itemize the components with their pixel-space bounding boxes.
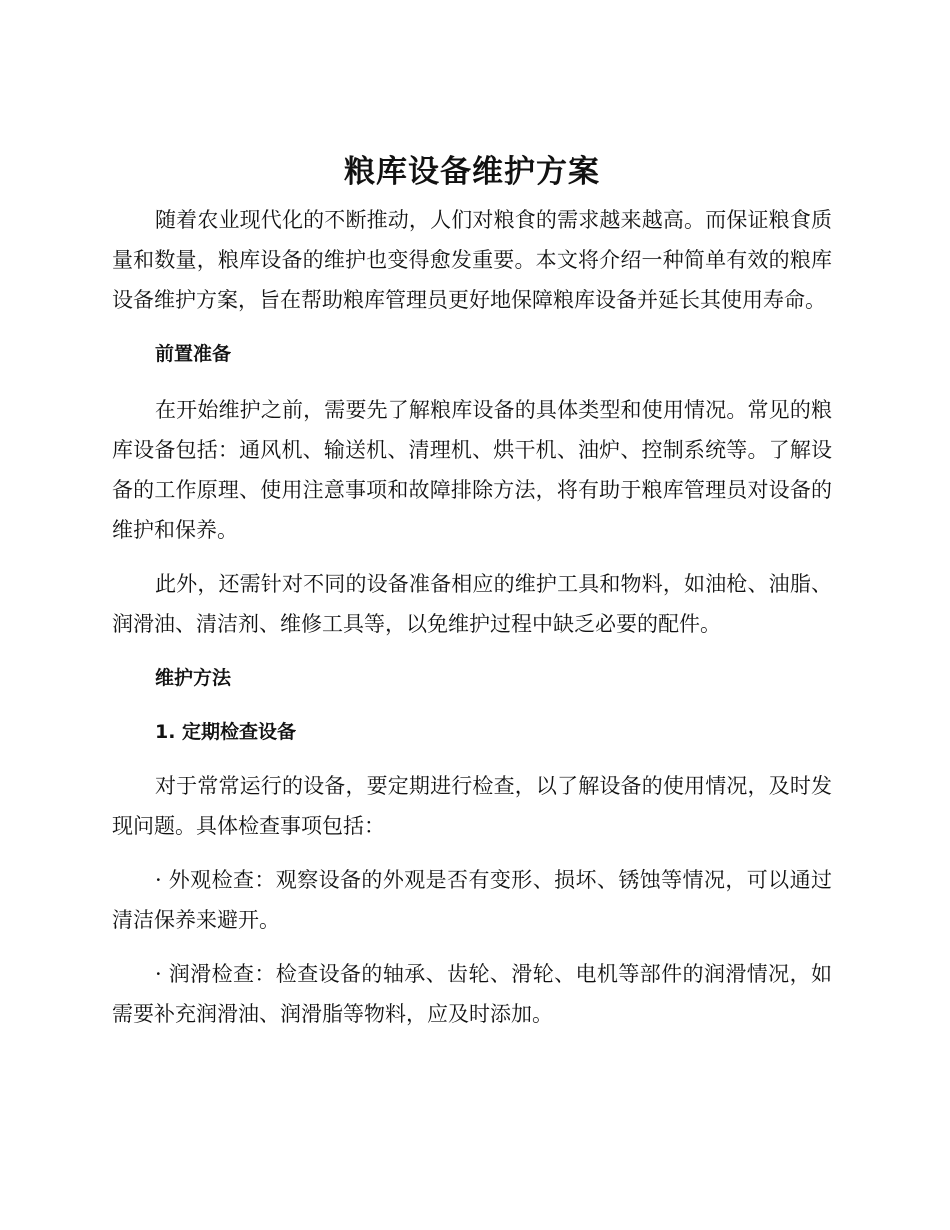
document-title: 粮库设备维护方案 [344,154,600,190]
section-heading-prep: 前置准备 [155,343,232,365]
document-body [112,150,832,1034]
intro-paragraph: 随着农业现代化的不断推动，人们对粮食的需求越来越高。而保证粮食质量和数量，粮库设备的维护也变得愈发重要。本文将介绍一种简单有效的粮库设备维护方案，旨在帮助粮库管理员更好地保障粮库设备并延长其使用寿命。 [112,208,832,312]
subsection-heading-inspection: 1. 定期检查设备 [155,721,297,743]
prep-paragraph-2: 此外，还需针对不同的设备准备相应的维护工具和物料，如油枪、油脂、润滑油、清洁剂、维修工具等，以免维护过程中缺乏必要的配件。 [112,572,832,636]
method-paragraph-1: 对于常常运行的设备，要定期进行检查，以了解设备的使用情况，及时发现问题。具体检查事项包括： [112,774,832,838]
bullet-appearance-check: · 外观检查：观察设备的外观是否有变形、损坏、锈蚀等情况，可以通过清洁保养来避开。 [112,868,832,932]
section-heading-method: 维护方法 [155,667,232,689]
bullet-lubrication-check: · 润滑检查：检查设备的轴承、齿轮、滑轮、电机等部件的润滑情况，如需要补充润滑油、润滑脂等物料，应及时添加。 [112,962,832,1026]
prep-paragraph-1: 在开始维护之前，需要先了解粮库设备的具体类型和使用情况。常见的粮库设备包括：通风机、输送机、清理机、烘干机、油炉、控制系统等。了解设备的工作原理、使用注意事项和故障排除方法，将有助于粮库管理员对设备的维护和保养。 [112,398,832,542]
